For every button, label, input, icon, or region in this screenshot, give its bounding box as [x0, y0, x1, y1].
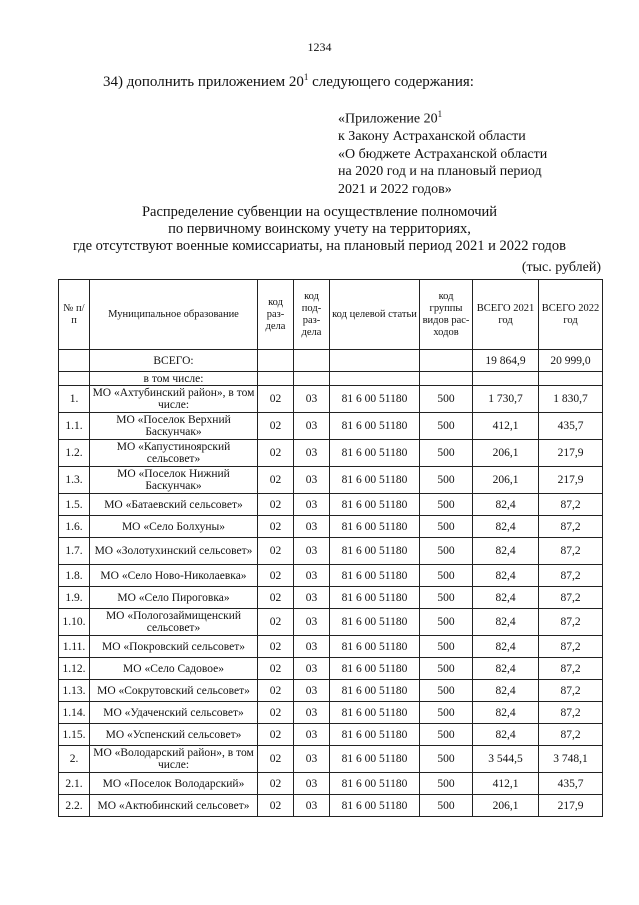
cell-name: МО «Покровский сельсовет»: [90, 636, 258, 658]
cell-group: 500: [420, 658, 473, 680]
cell-y2021: 82,4: [473, 658, 539, 680]
cell-group: 500: [420, 795, 473, 817]
heading-line-3: где отсутствуют военные комиссариаты, на плановый период 2021 и 2022 годов: [72, 238, 567, 254]
col-header-num: № п/п: [59, 280, 90, 350]
cell-subsection: 03: [294, 636, 330, 658]
cell-y2022: 435,7: [539, 413, 603, 440]
cell-y2021: 82,4: [473, 494, 539, 516]
cell-section: 02: [258, 702, 294, 724]
col-header-subsection: код под-раз-дела: [294, 280, 330, 350]
cell-y2022: 87,2: [539, 636, 603, 658]
cell-num: 1.15.: [59, 724, 90, 746]
cell-y2022: 217,9: [539, 795, 603, 817]
cell-y2021: 82,4: [473, 609, 539, 636]
table-row: [59, 386, 603, 413]
appendix-header: [338, 106, 547, 198]
cell-num: 1.12.: [59, 658, 90, 680]
table-row: [59, 658, 603, 680]
cell-y2021: 82,4: [473, 724, 539, 746]
cell-target: 81 6 00 51180: [330, 609, 420, 636]
cell-group: 500: [420, 565, 473, 587]
table-row: [59, 773, 603, 795]
total-num: [59, 350, 90, 372]
total-row: [59, 350, 603, 372]
including-empty-4: [420, 372, 473, 386]
heading-line-1: Распределение субвенции на осуществление полномочий: [141, 204, 498, 220]
table-row: [59, 746, 603, 773]
cell-section: 02: [258, 680, 294, 702]
cell-subsection: 03: [294, 467, 330, 494]
cell-section: 02: [258, 724, 294, 746]
total-2022: 20 999,0: [539, 350, 603, 372]
page-number: 1234: [307, 40, 332, 54]
cell-target: 81 6 00 51180: [330, 658, 420, 680]
cell-section: 02: [258, 636, 294, 658]
cell-section: 02: [258, 773, 294, 795]
cell-y2022: 87,2: [539, 609, 603, 636]
table-row: [59, 440, 603, 467]
cell-num: 1.5.: [59, 494, 90, 516]
appendix-line-4: на 2020 год и на плановый период: [338, 164, 542, 180]
table-row: [59, 724, 603, 746]
cell-y2021: 82,4: [473, 702, 539, 724]
cell-subsection: 03: [294, 413, 330, 440]
cell-section: 02: [258, 494, 294, 516]
cell-group: 500: [420, 494, 473, 516]
cell-name: МО «Сокрутовский сельсовет»: [90, 680, 258, 702]
cell-name: МО «Удаченский сельсовет»: [90, 702, 258, 724]
cell-group: 500: [420, 773, 473, 795]
cell-subsection: 03: [294, 680, 330, 702]
cell-subsection: 03: [294, 702, 330, 724]
cell-num: 1.7.: [59, 538, 90, 565]
col-header-section: код раз-дела: [258, 280, 294, 350]
table-row: [59, 795, 603, 817]
cell-target: 81 6 00 51180: [330, 516, 420, 538]
cell-num: 1.11.: [59, 636, 90, 658]
cell-subsection: 03: [294, 746, 330, 773]
total-target: [330, 350, 420, 372]
cell-num: 1.14.: [59, 702, 90, 724]
cell-y2022: 87,2: [539, 680, 603, 702]
cell-y2021: 82,4: [473, 587, 539, 609]
cell-target: 81 6 00 51180: [330, 538, 420, 565]
cell-section: 02: [258, 467, 294, 494]
cell-y2021: 412,1: [473, 773, 539, 795]
appendix-title-text: «Приложение 20: [338, 111, 438, 127]
cell-num: 1.3.: [59, 467, 90, 494]
col-header-target: код целевой статьи: [330, 280, 420, 350]
cell-target: 81 6 00 51180: [330, 636, 420, 658]
cell-num: 2.2.: [59, 795, 90, 817]
cell-y2021: 412,1: [473, 413, 539, 440]
cell-target: 81 6 00 51180: [330, 773, 420, 795]
cell-subsection: 03: [294, 516, 330, 538]
cell-group: 500: [420, 440, 473, 467]
cell-name: МО «Успенский сельсовет»: [90, 724, 258, 746]
cell-y2021: 82,4: [473, 538, 539, 565]
cell-num: 1.: [59, 386, 90, 413]
cell-target: 81 6 00 51180: [330, 386, 420, 413]
cell-y2022: 87,2: [539, 724, 603, 746]
total-subsection: [294, 350, 330, 372]
subvention-table: [58, 279, 603, 817]
cell-target: 81 6 00 51180: [330, 565, 420, 587]
heading-line-2: по первичному воинскому учету на территориях,: [168, 221, 471, 237]
cell-num: 1.10.: [59, 609, 90, 636]
cell-subsection: 03: [294, 440, 330, 467]
total-label: ВСЕГО:: [90, 350, 258, 372]
table-row: [59, 565, 603, 587]
cell-y2021: 206,1: [473, 467, 539, 494]
cell-num: 1.2.: [59, 440, 90, 467]
cell-y2021: 3 544,5: [473, 746, 539, 773]
directive-rest: следующего содержания:: [308, 74, 474, 90]
cell-name: МО «Ахтубинский район», в том числе:: [90, 386, 258, 413]
cell-target: 81 6 00 51180: [330, 724, 420, 746]
cell-target: 81 6 00 51180: [330, 680, 420, 702]
cell-section: 02: [258, 795, 294, 817]
cell-y2022: 87,2: [539, 538, 603, 565]
cell-name: МО «Актюбинский сельсовет»: [90, 795, 258, 817]
appendix-line-2: к Закону Астраханской области: [338, 129, 526, 145]
cell-subsection: 03: [294, 494, 330, 516]
table-header-row: [59, 280, 603, 350]
including-empty-6: [539, 372, 603, 386]
cell-subsection: 03: [294, 773, 330, 795]
cell-num: 1.13.: [59, 680, 90, 702]
cell-y2022: 87,2: [539, 658, 603, 680]
directive-superscript: 1: [303, 72, 309, 82]
cell-group: 500: [420, 467, 473, 494]
cell-subsection: 03: [294, 587, 330, 609]
cell-subsection: 03: [294, 565, 330, 587]
cell-group: 500: [420, 516, 473, 538]
table-row: [59, 413, 603, 440]
cell-target: 81 6 00 51180: [330, 587, 420, 609]
including-num: [59, 372, 90, 386]
cell-section: 02: [258, 538, 294, 565]
including-empty-5: [473, 372, 539, 386]
cell-name: МО «Село Болхуны»: [90, 516, 258, 538]
cell-group: 500: [420, 746, 473, 773]
cell-y2021: 1 730,7: [473, 386, 539, 413]
cell-target: 81 6 00 51180: [330, 467, 420, 494]
cell-num: 1.8.: [59, 565, 90, 587]
cell-name: МО «Золотухинский сельсовет»: [90, 538, 258, 565]
appendix-line-3: «О бюджете Астраханской области: [338, 146, 548, 162]
document-heading: [0, 204, 639, 255]
total-section: [258, 350, 294, 372]
cell-y2021: 206,1: [473, 440, 539, 467]
cell-name: МО «Капустиноярский сельсовет»: [90, 440, 258, 467]
cell-section: 02: [258, 440, 294, 467]
units-label: (тыс. рублей): [521, 260, 601, 275]
cell-y2021: 82,4: [473, 680, 539, 702]
cell-y2022: 1 830,7: [539, 386, 603, 413]
col-header-2022: ВСЕГО 2022 год: [539, 280, 603, 350]
cell-section: 02: [258, 565, 294, 587]
cell-section: 02: [258, 587, 294, 609]
cell-target: 81 6 00 51180: [330, 413, 420, 440]
cell-target: 81 6 00 51180: [330, 702, 420, 724]
table-row: [59, 680, 603, 702]
cell-target: 81 6 00 51180: [330, 494, 420, 516]
cell-group: 500: [420, 386, 473, 413]
col-header-group: код группы видов рас-ходов: [420, 280, 473, 350]
cell-y2022: 435,7: [539, 773, 603, 795]
table-row: [59, 587, 603, 609]
col-header-name: Муниципальное образование: [90, 280, 258, 350]
appendix-title-sup: 1: [437, 109, 443, 119]
including-empty-2: [294, 372, 330, 386]
cell-group: 500: [420, 413, 473, 440]
including-empty-3: [330, 372, 420, 386]
cell-group: 500: [420, 680, 473, 702]
table-row: [59, 516, 603, 538]
cell-name: МО «Поселок Верхний Баскунчак»: [90, 413, 258, 440]
table-row: [59, 538, 603, 565]
cell-target: 81 6 00 51180: [330, 746, 420, 773]
cell-section: 02: [258, 413, 294, 440]
cell-y2022: 217,9: [539, 467, 603, 494]
cell-target: 81 6 00 51180: [330, 795, 420, 817]
total-group: [420, 350, 473, 372]
table-row: [59, 494, 603, 516]
cell-name: МО «Село Садовое»: [90, 658, 258, 680]
cell-num: 2.1.: [59, 773, 90, 795]
cell-y2021: 82,4: [473, 516, 539, 538]
cell-name: МО «Володарский район», в том числе:: [90, 746, 258, 773]
cell-group: 500: [420, 702, 473, 724]
cell-group: 500: [420, 724, 473, 746]
cell-subsection: 03: [294, 538, 330, 565]
cell-group: 500: [420, 587, 473, 609]
cell-y2021: 82,4: [473, 565, 539, 587]
appendix-title: [338, 106, 547, 128]
cell-group: 500: [420, 636, 473, 658]
appendix-line-5: 2021 и 2022 годов»: [338, 181, 452, 197]
cell-y2022: 87,2: [539, 516, 603, 538]
directive-main: 34) дополнить приложением 20: [103, 74, 304, 90]
cell-name: МО «Пологозаймищенский сельсовет»: [90, 609, 258, 636]
table-row: [59, 636, 603, 658]
cell-num: 1.9.: [59, 587, 90, 609]
table-row: [59, 702, 603, 724]
cell-y2021: 206,1: [473, 795, 539, 817]
cell-name: МО «Поселок Володарский»: [90, 773, 258, 795]
cell-section: 02: [258, 609, 294, 636]
table-row: [59, 609, 603, 636]
directive-text: [103, 72, 474, 91]
col-header-2021: ВСЕГО 2021 год: [473, 280, 539, 350]
cell-num: 1.6.: [59, 516, 90, 538]
cell-name: МО «Село Пироговка»: [90, 587, 258, 609]
cell-group: 500: [420, 538, 473, 565]
cell-section: 02: [258, 658, 294, 680]
cell-y2022: 87,2: [539, 494, 603, 516]
cell-name: МО «Село Ново-Николаевка»: [90, 565, 258, 587]
cell-subsection: 03: [294, 386, 330, 413]
cell-num: 1.1.: [59, 413, 90, 440]
cell-target: 81 6 00 51180: [330, 440, 420, 467]
cell-section: 02: [258, 516, 294, 538]
cell-y2022: 217,9: [539, 440, 603, 467]
cell-subsection: 03: [294, 609, 330, 636]
total-2021: 19 864,9: [473, 350, 539, 372]
cell-y2022: 3 748,1: [539, 746, 603, 773]
cell-num: 2.: [59, 746, 90, 773]
cell-y2022: 87,2: [539, 565, 603, 587]
cell-name: МО «Батаевский сельсовет»: [90, 494, 258, 516]
cell-subsection: 03: [294, 724, 330, 746]
table-row: [59, 467, 603, 494]
including-empty-1: [258, 372, 294, 386]
cell-section: 02: [258, 386, 294, 413]
cell-y2022: 87,2: [539, 587, 603, 609]
cell-group: 500: [420, 609, 473, 636]
cell-name: МО «Поселок Нижний Баскунчак»: [90, 467, 258, 494]
cell-y2022: 87,2: [539, 702, 603, 724]
cell-y2021: 82,4: [473, 636, 539, 658]
including-row: [59, 372, 603, 386]
cell-subsection: 03: [294, 658, 330, 680]
including-label: в том числе:: [90, 372, 258, 386]
cell-subsection: 03: [294, 795, 330, 817]
cell-section: 02: [258, 746, 294, 773]
